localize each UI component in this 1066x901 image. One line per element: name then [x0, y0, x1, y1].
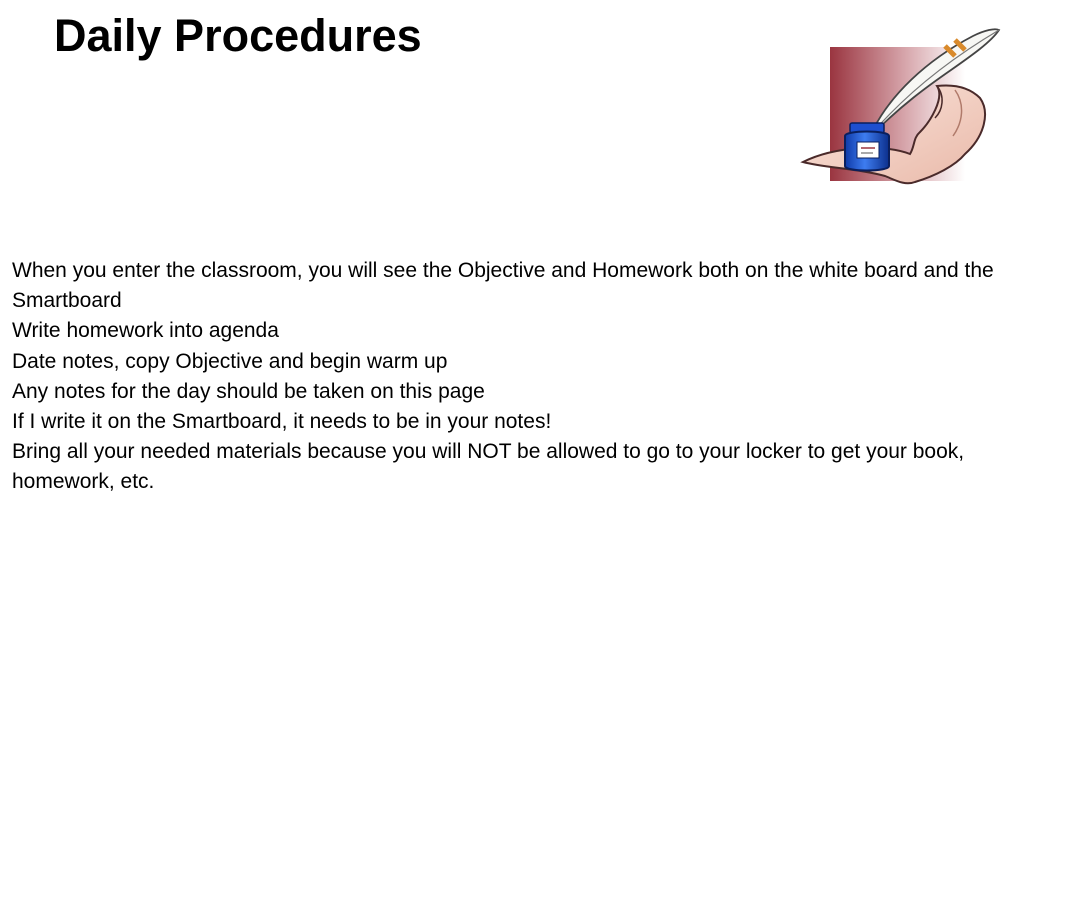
- quill-and-inkwell-icon: [795, 26, 1005, 192]
- list-item: Any notes for the day should be taken on this page: [12, 379, 485, 403]
- procedures-list: [12, 256, 1052, 498]
- list-item: When you enter the classroom, you will see the Objective and Homework both on the white board and the Smartboard: [12, 259, 994, 313]
- list-item: Write homework into agenda: [12, 319, 279, 343]
- list-item: Date notes, copy Objective and begin warm up: [12, 349, 448, 373]
- page-title: Daily Procedures: [54, 10, 422, 61]
- list-item: If I write it on the Smartboard, it needs to be in your notes!: [12, 410, 552, 434]
- list-item: Bring all your needed materials because you will NOT be allowed to go to your locker to get your book, homework, etc.: [12, 440, 965, 494]
